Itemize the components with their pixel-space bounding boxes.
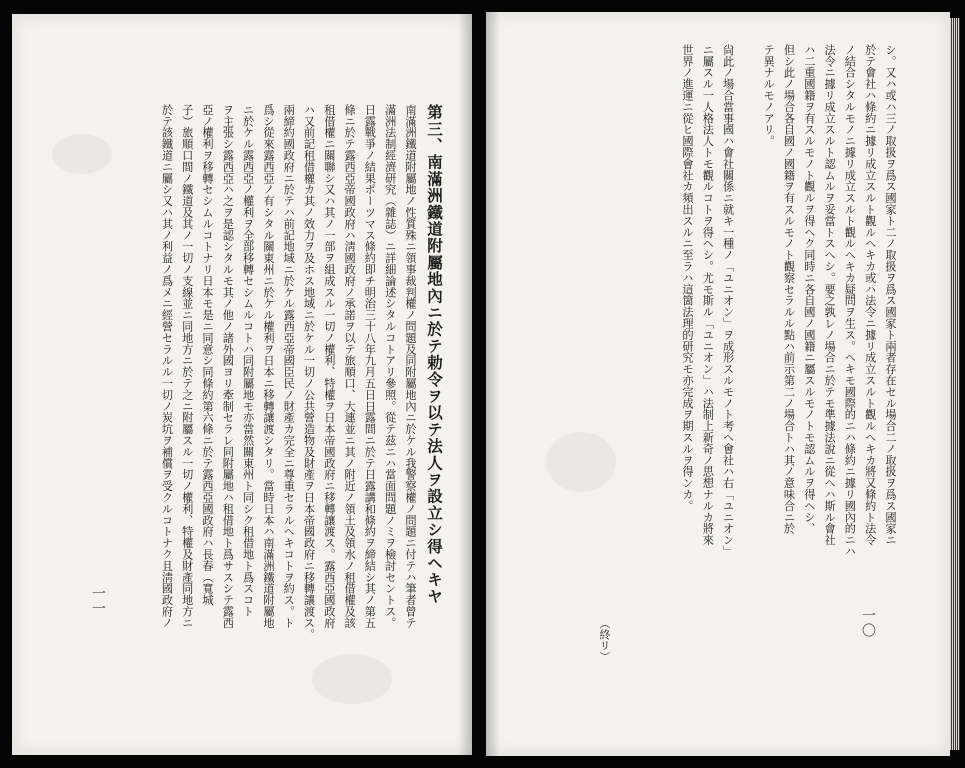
text-line: 滿洲法制經濟研究（雜誌）ニ詳細論述シタルコトアリ參照。從テ茲ニハ當面問題ノミヲ檢討セントス。 (383, 104, 397, 629)
text-line: シ。又ハ或ハ三ノ取扱ヲ爲ス國家ト二ノ取扱ヲ爲ス國家ト兩者存在セル場合二ノ取扱ヲ爲ス國家ニ (884, 44, 897, 546)
text-line: ハ二重國籍ヲ有スルモノト觀ルヲ得ヘク同時ニ各自國ノ國籍ニ屬スルモノトモ認ムルヲ得ヘシ、 (802, 44, 816, 535)
text-line: 於テ該鐵道ニ屬シ又ハ其ノ利益ノ爲メニ經營セラルル一切ノ炭坑ヲ補償ヲ受クルコトナク且淸國政府ノ (160, 104, 174, 629)
text-line: 日露戰爭ノ結果ポーツマス條約即チ明治三十八年九月五日日露間ニ於テ日露講和條約ヲ締結シ其ノ第五 (363, 104, 377, 629)
page-number: 一一 (90, 586, 106, 616)
text-line (738, 44, 758, 694)
end-mark: （終リ） (598, 618, 611, 662)
right-page (486, 12, 950, 756)
text-line: ニ於ケル露西亞ノ權利ヲ全部移轉セシムルコトハ同附屬地モ亦當然關東州ト同シク租借地ト爲スコト (241, 104, 255, 617)
gutter-shadow (458, 14, 472, 755)
section-title: 第三、南滿洲鐵道附屬地內ニ於テ勅令ヲ以テ法人ヲ設立シ得ヘキヤ (425, 104, 444, 605)
left-page (12, 14, 472, 755)
text-line: 但シ此ノ場合各自國ノ國籍ヲ有スルモノト觀察セラルル點ハ前示第二ノ場合トハ其ノ意味合ニ於 (782, 44, 796, 535)
page-edge-stack (950, 18, 960, 750)
text-line: 租借權ニ關聯シ又ハ其ノ一部ヲ組成スル一切ノ權利、特權ヲ日本帝國政府ニ移轉讓渡ス。露西亞國政府 (322, 104, 336, 629)
page-number: 一〇 (860, 608, 876, 638)
text-line: ニ屬スル一人格法人トモ觀ルコトヲ得ヘシ。尤モ斯ル「ユニオン」ハ法制上新奇ノ思想ナルカ將來 (701, 44, 715, 546)
text-line: 南滿洲鐵道附屬地ノ性質殊ニ領事裁判權ノ問題及同附屬地內ニ於ケル我警察權ノ問題ニ付テハ筆者曾テ (404, 104, 417, 629)
text-line: 法令ニ據リ成立スルト認ムルヲ妥當トスヘシ。要之孰レノ場合ニ於テモ準據法說ニ從ヘハ斯ル會社 (823, 44, 837, 546)
text-line: 條ニ於テ露西亞帝國政府ハ淸國政府ノ承諾ヲ以テ旅順口、大連並ニ其ノ附近ノ領土及領水ノ租借權及該 (343, 104, 357, 629)
text-line: ノ結合シタルモノニ據リ成立スルト觀ルヘキカ疑問ヲ生ス。ヘキモ國際的ニハ條約ニ據リ國內的ニハ (843, 44, 857, 557)
text-line: 尙此ノ場合當事國ハ會社關係ニ就キ一種ノ「ユニオン」ヲ成形スルモノト考ヘ會社ハ右「ユニオン」 (721, 44, 735, 557)
text-line: 於テ會社ハ條約ニ據リ成立スルト觀ルヘキカ或ハ法令ニ據リ成立スルト觀ルヘキカ將又條約ト法令 (863, 44, 877, 546)
right-page-text (677, 44, 900, 694)
text-line: ヲ主張シ露西亞ハ之ヲ是認シタルモ其ノ他ノ諸外國ヨリ牽制セラレ同附屬地ハ租借地ト爲サスシテ露西 (221, 104, 235, 629)
text-line: 世界ノ進運ニ從ヒ國際會社カ頻出スルニ至ラハ這箇法理的研究モ亦完成ヲ期スルヲ得ンカ。 (681, 44, 695, 512)
text-line: 爲シ從來露西亞ノ有シタル關東州ニ於ケル權利ヲ日本ニ移轉讓渡シタリ。當時日本ハ南滿洲鐵道附屬地 (261, 104, 275, 629)
text-line: 子）旅順口間ノ鐵道及其ノ一切ノ支線並ニ同地方ニ於テ之ニ附屬スル一切ノ權利、特權及財產同地方ニ (180, 104, 194, 629)
gutter-shadow (486, 12, 500, 756)
left-page-text (156, 104, 448, 724)
text-line: 兩締約國政府ニ於テハ前記地域ニ於ケル露西亞帝國臣民ノ財產カ完全ニ尊重セラルヘキコトヲ約ス。ト (282, 104, 296, 629)
text-line: 亞ノ權利ヲ移轉セシムルコトナリ日本モ是ニ同意シ同條約第六條ニ於テ露西亞國政府ハ長春（寬城 (201, 104, 215, 606)
text-line: テ異ナルモノアリ。 (762, 44, 776, 147)
text-line: ハ又前記租借權カ其ノ效力ヲ及ホス地域ニ於ケル一切ノ公共營造物及財產ヲ日本帝國政府ニ移轉讓渡ス。 (302, 104, 316, 640)
